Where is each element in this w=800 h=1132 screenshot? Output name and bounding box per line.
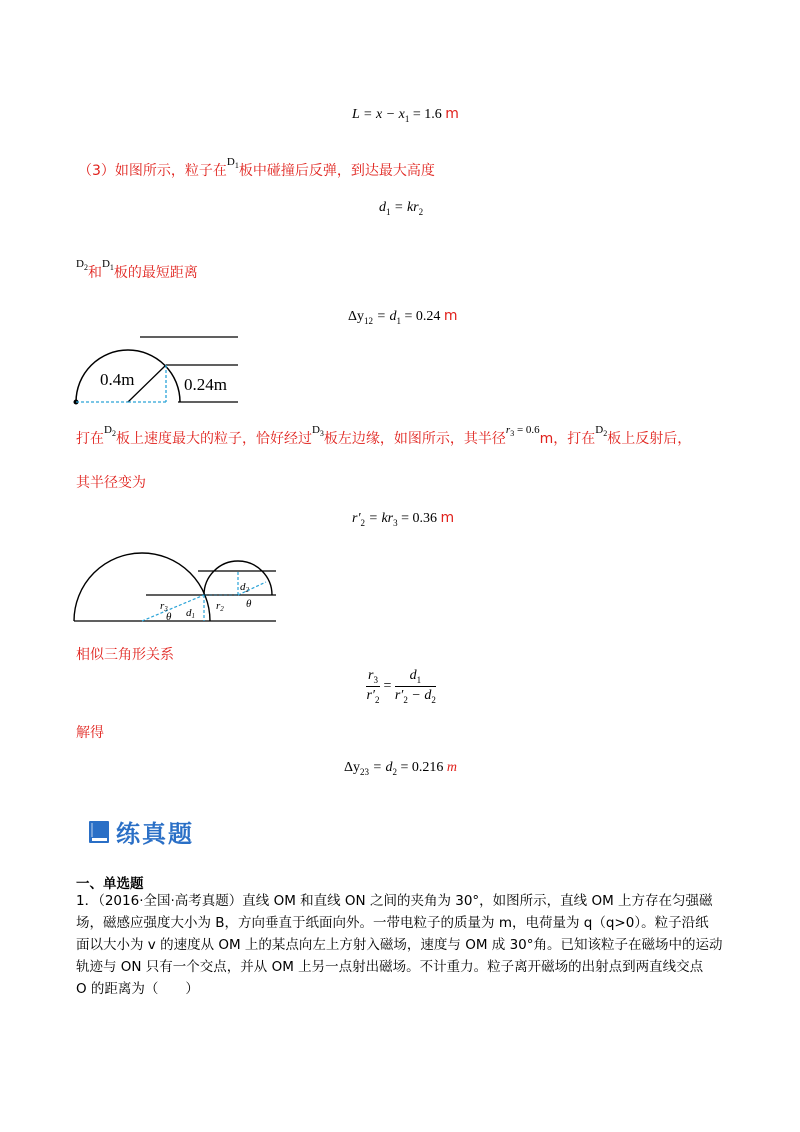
- label-theta2: θ: [246, 598, 252, 610]
- label-distance: 0.24m: [184, 375, 227, 394]
- equation-ratio: $\frac{r_3}{r'_2}$ = $\frac{d_1}{r'_2 - d_2}$: [366, 668, 436, 705]
- section-header: [88, 814, 194, 849]
- label-radius: 0.4m: [100, 370, 135, 389]
- question-line: 1．（2016·全国·高考真题）直线 OM 和直线 ON 之间的夹角为 30°，如图所示，直线 OM 上方存在匀强磁: [76, 893, 713, 909]
- fraction-left: $\frac{r_3}{r'_2}$: [366, 668, 380, 705]
- section-title: 练真题: [116, 820, 194, 848]
- paragraph-r3-line2: 其半径变为: [76, 475, 146, 491]
- figure-semicircle-2: [70, 552, 280, 627]
- question-1: [76, 890, 736, 1000]
- figure-semicircle-1: [70, 333, 245, 409]
- similar-triangle-text: 相似三角形关系: [76, 647, 174, 663]
- d2-d1-line: $^{D_2}$和$^{D_1}$板的最短距离: [76, 258, 198, 281]
- question-line: 场，磁感应强度大小为 B，方向垂直于纸面向外。一带电粒子的质量为 m，电荷量为 q（q>0）。粒子沿纸: [76, 915, 709, 931]
- question-line: O 的距离为（ ）: [76, 981, 199, 997]
- label-d2: d2: [240, 581, 249, 594]
- book-icon: [88, 820, 110, 844]
- label-r3: r3: [160, 600, 168, 613]
- label-d1: d1: [186, 607, 195, 620]
- fraction-right: $\frac{d_1}{r'_2 - d_2}$: [394, 668, 436, 705]
- equation-r2prime: $r'_2 = kr_3 = 0.36$ m: [352, 510, 455, 528]
- label-r2: r2: [216, 600, 224, 613]
- equation-dy23: $\Delta y_{23} = d_2 = 0.216$ m: [344, 760, 457, 777]
- label-theta1: θ: [166, 611, 172, 623]
- equation-L: $L = x - x_1 = 1.6$ m: [352, 106, 459, 124]
- question-line: 轨迹与 ON 只有一个交点，并从 OM 上另一点射出磁场。不计重力。粒子离开磁场的出射点到两直线交点: [76, 959, 704, 975]
- question-section-heading: 一、单选题: [76, 876, 144, 892]
- equation-dy12: $\Delta y_{12} = d_1 = 0.24$ m: [348, 308, 458, 326]
- part3-line: （3）如图所示，粒子在$^{D_1}$板中碰撞后反弹，到达最大高度: [78, 156, 435, 179]
- equation-d1: $d_1 = kr_2$: [379, 200, 424, 217]
- unit-label: m: [445, 106, 459, 122]
- paragraph-r3: 打在$^{D_2}$板上速度最大的粒子，恰好经过$^{D_3}$板左边缘，如图所示，其半径$^{r_3 = 0.6}$m，打在$^{D_2}$板上反射后，: [76, 424, 692, 447]
- question-line: 面以大小为 v 的速度从 OM 上的某点向左上方射入磁场，速度与 OM 成 30°角。已知该粒子在磁场中的运动: [76, 937, 723, 953]
- solve-text: 解得: [76, 725, 104, 741]
